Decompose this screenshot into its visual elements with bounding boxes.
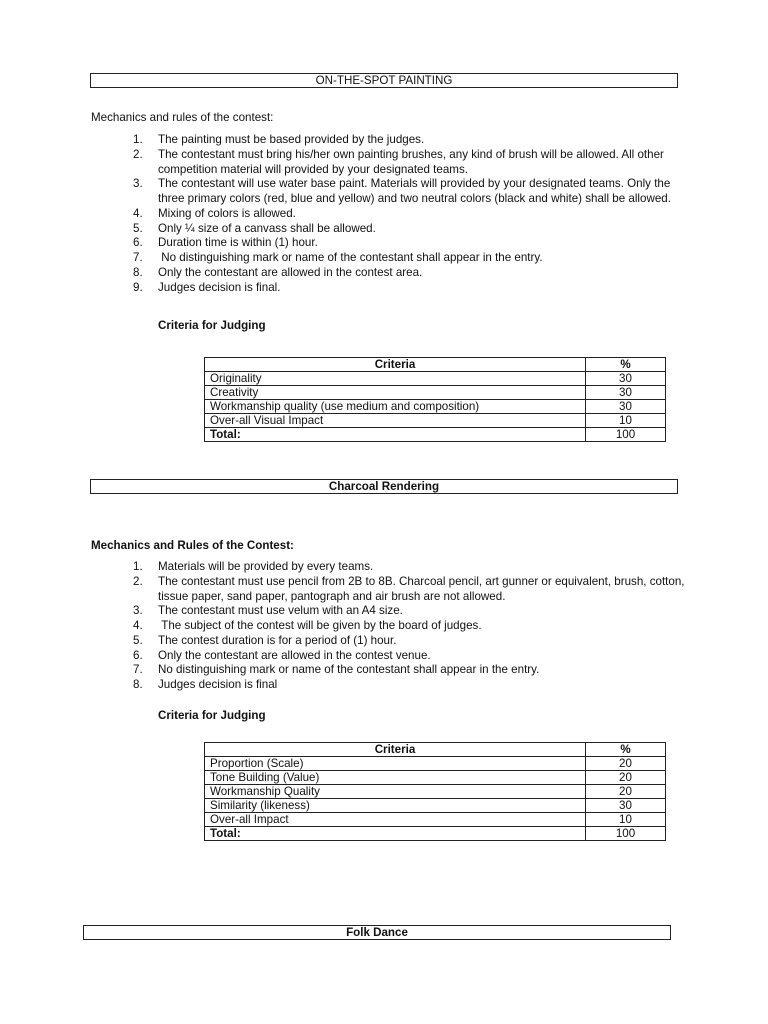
rule-text: The contest duration is for a period of (1) hour. [158, 633, 397, 647]
rule-item [133, 133, 693, 148]
rule-text: Only the contestant are allowed in the contest area. [158, 265, 423, 279]
table-row [205, 757, 666, 771]
criteria-table-painting [204, 357, 666, 442]
rule-number: 7. [133, 251, 143, 264]
rule-item [133, 663, 693, 678]
rule-item [133, 207, 693, 222]
rule-text: Duration time is within (1) hour. [158, 236, 318, 250]
rule-number: 1. [133, 560, 143, 573]
rule-text: Materials will be provided by every teams. [158, 560, 374, 573]
criteria-heading-painting: Criteria for Judging [158, 319, 266, 332]
table-row [205, 771, 666, 785]
section-title-charcoal: Charcoal Rendering [90, 479, 678, 494]
criteria-cell: Originality [205, 372, 586, 386]
rule-number: 8. [133, 265, 143, 279]
criteria-table-charcoal [204, 742, 666, 841]
criteria-cell: Creativity [205, 386, 586, 400]
rule-text: The painting must be based provided by the judges. [158, 133, 425, 146]
rule-item [133, 560, 693, 575]
table-row [205, 827, 666, 841]
rule-item [133, 575, 693, 605]
criteria-cell: Tone Building (Value) [205, 771, 586, 785]
rule-text: No distinguishing mark or name of the contestant shall appear in the entry. [158, 663, 540, 677]
rule-number: 6. [133, 648, 143, 662]
criteria-column-header: Criteria [205, 743, 586, 757]
percent-cell: 20 [586, 785, 666, 799]
rule-text: Only the contestant are allowed in the contest venue. [158, 648, 431, 662]
criteria-cell: Workmanship Quality [205, 785, 586, 799]
rule-number: 6. [133, 236, 143, 250]
percent-cell: 10 [586, 414, 666, 428]
percent-cell: 30 [586, 386, 666, 400]
table-row [205, 428, 666, 442]
rule-item [133, 148, 693, 178]
rule-item [133, 634, 693, 649]
rule-item [133, 222, 693, 237]
criteria-cell: Over-all Visual Impact [205, 414, 586, 428]
percent-cell: 10 [586, 813, 666, 827]
criteria-cell: Total: [205, 827, 586, 841]
criteria-cell: Proportion (Scale) [205, 757, 586, 771]
rule-text: The contestant must use pencil from 2B to 8B. Charcoal pencil, art gunner or equivalent, brush, cotton, tissue paper, sand paper, pantograph and air brush are not allowed. [158, 574, 688, 603]
rule-item [133, 266, 693, 281]
table-row [205, 785, 666, 799]
percent-column-header: % [586, 743, 666, 757]
rule-item [133, 619, 693, 634]
rule-number: 7. [133, 663, 143, 677]
rule-text: The contestant must use velum with an A4 size. [158, 604, 403, 618]
criteria-heading-charcoal: Criteria for Judging [158, 709, 266, 722]
table-row [205, 386, 666, 400]
rule-item [133, 678, 693, 693]
criteria-cell: Over-all Impact [205, 813, 586, 827]
rule-text: The contestant must bring his/her own painting brushes, any kind of brush will be allowed. All other competition material will provided by your designated teams. [158, 147, 668, 176]
table-row [205, 372, 666, 386]
percent-column-header: % [586, 358, 666, 372]
rule-text: Judges decision is final. [158, 280, 281, 294]
rule-item [133, 236, 693, 251]
rules-list-charcoal [133, 560, 693, 693]
criteria-column-header: Criteria [205, 358, 586, 372]
rule-item [133, 177, 693, 207]
rule-item [133, 604, 693, 619]
rules-list-painting [133, 133, 693, 295]
table-row [205, 400, 666, 414]
percent-cell: 30 [586, 799, 666, 813]
rule-text: No distinguishing mark or name of the contestant shall appear in the entry. [158, 251, 543, 264]
rule-number: 4. [133, 206, 143, 220]
rule-text: Mixing of colors is allowed. [158, 206, 296, 220]
mechanics-heading-charcoal: Mechanics and Rules of the Contest: [91, 539, 294, 552]
criteria-cell: Workmanship quality (use medium and composition) [205, 400, 586, 414]
rule-number: 9. [133, 280, 143, 294]
table-row [205, 414, 666, 428]
rule-number: 2. [133, 147, 143, 161]
percent-cell: 100 [586, 428, 666, 442]
percent-cell: 100 [586, 827, 666, 841]
section-title-painting: ON-THE-SPOT PAINTING [90, 73, 678, 88]
rule-number: 8. [133, 678, 143, 691]
rule-text: The subject of the contest will be given by the board of judges. [158, 619, 482, 632]
table-row [205, 813, 666, 827]
percent-cell: 20 [586, 757, 666, 771]
percent-cell: 30 [586, 372, 666, 386]
rule-text: Judges decision is final [158, 678, 278, 691]
rule-item [133, 649, 693, 664]
rule-number: 2. [133, 574, 143, 588]
rule-text: Only ¼ size of a canvass shall be allowed. [158, 221, 376, 235]
rule-number: 4. [133, 619, 143, 632]
rule-number: 3. [133, 177, 143, 191]
section-title-folk-dance: Folk Dance [83, 925, 671, 940]
table-row [205, 799, 666, 813]
mechanics-heading-painting: Mechanics and rules of the contest: [91, 111, 274, 124]
percent-cell: 30 [586, 400, 666, 414]
percent-cell: 20 [586, 771, 666, 785]
rule-number: 3. [133, 604, 143, 618]
rule-number: 5. [133, 633, 143, 647]
rule-item [133, 251, 693, 266]
rule-text: The contestant will use water base paint. Materials will provided by your designated teams. Only the three primary colors (red, blue and yellow) and two neutral colors (black and white) shall be allowed. [158, 177, 674, 205]
criteria-cell: Total: [205, 428, 586, 442]
rule-number: 1. [133, 133, 143, 146]
criteria-cell: Similarity (likeness) [205, 799, 586, 813]
rule-number: 5. [133, 221, 143, 235]
rule-item [133, 281, 693, 296]
